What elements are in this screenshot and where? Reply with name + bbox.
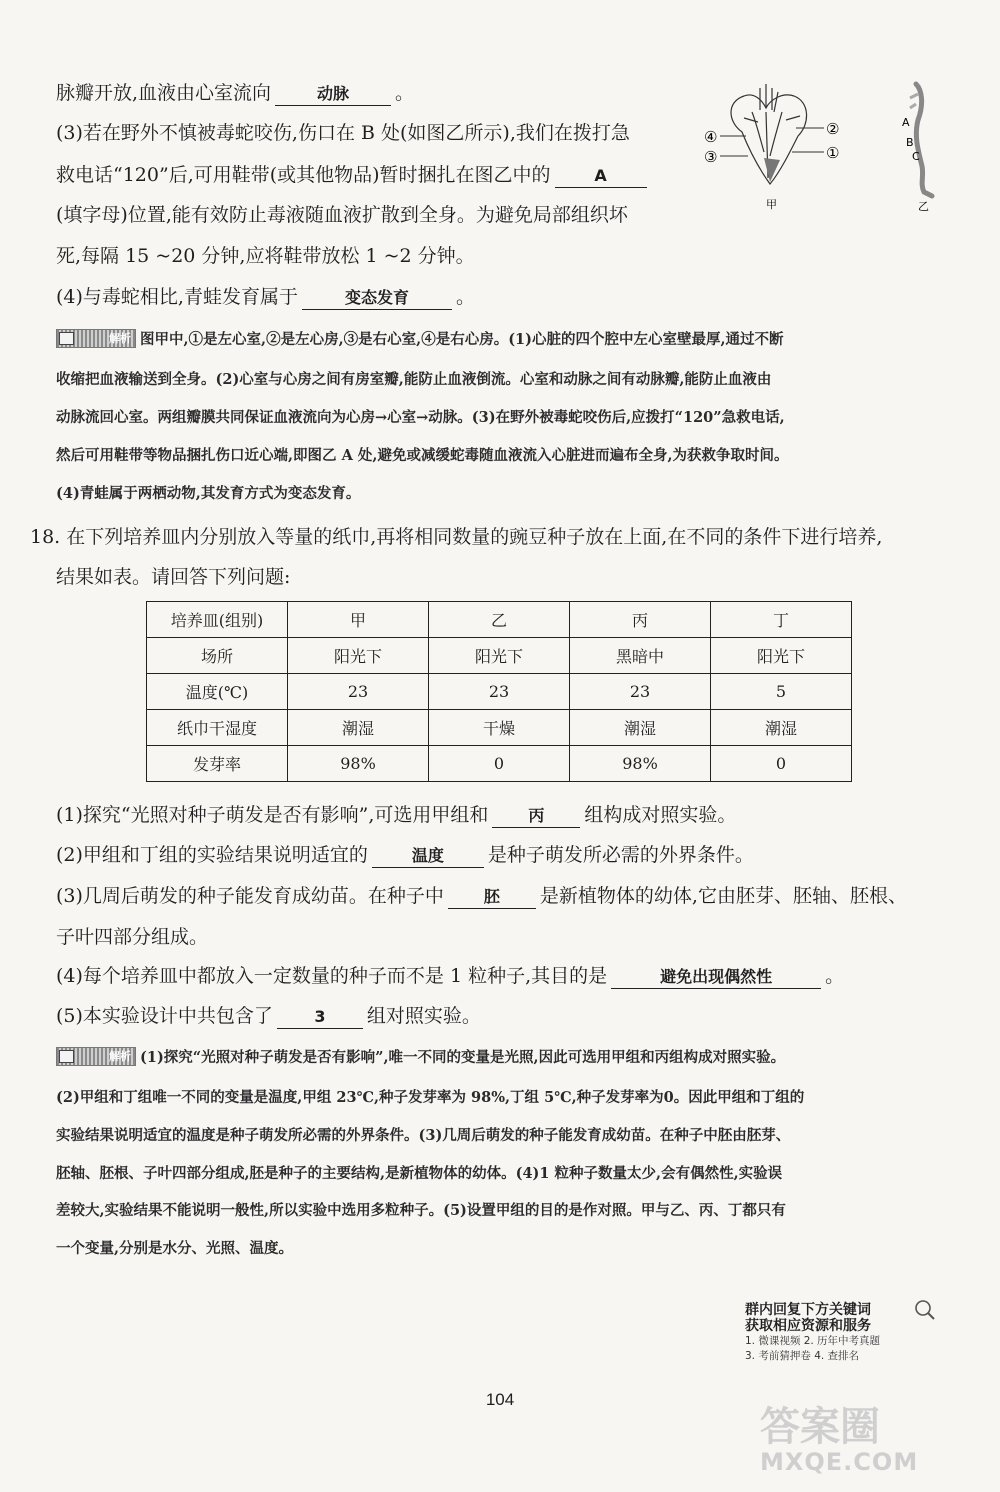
table-cell: 23 (429, 674, 570, 710)
q18-analysis-line-4: 胚轴、胚根、子叶四部分组成,胚是种子的主要结构,是新植物体的幼体。(4)1 粒种子数量太少,会有偶然性,实验误 (56, 1165, 783, 1182)
table-row (147, 746, 852, 782)
q18-stem-1: 18. 在下列培养皿内分别放入等量的纸巾,再将相同数量的豌豆种子放在上面,在不同的条件下进行培养, (30, 526, 883, 548)
q17-analysis-line-5: (4)青蛙属于两栖动物,其发育方式为变态发育。 (56, 485, 361, 502)
heart-figure-jia (700, 82, 870, 212)
q18-analysis-line-3: 实验结果说明适宜的温度是种子萌发所必需的外界条件。(3)几周后萌发的种子能发育成幼苗。在种子中胚由胚芽、 (56, 1127, 791, 1144)
table-row-header: 纸巾干湿度 (147, 710, 288, 746)
q18-analysis-line-5: 差较大,实验结果不能说明一般性,所以实验中选用多粒种子。(5)设置甲组的目的是作对照。甲与乙、丙、丁都只有 (56, 1202, 786, 1219)
answer-blank: A (555, 165, 647, 188)
germination-table (146, 601, 852, 782)
q18-sub-1: (1)探究“光照对种子萌发是否有影响”,可选用甲组和 丙 组构成对照实验。 (56, 804, 737, 826)
q18-analysis-line-6: 一个变量,分别是水分、光照、温度。 (56, 1240, 294, 1257)
q17-line-5: 死,每隔 15 ~20 分钟,应将鞋带放松 1 ~2 分钟。 (56, 245, 475, 267)
letter-a: A (902, 116, 910, 129)
table-row-header: 场所 (147, 638, 288, 674)
q18-sub-4: (4)每个培养皿中都放入一定数量的种子而不是 1 粒种子,其目的是 避免出现偶然性 。 (56, 965, 845, 987)
promo-items-2: 3. 考前猜押卷 4. 查排名 (745, 1350, 860, 1362)
table-cell: 0 (711, 746, 852, 782)
analysis-tag: 解析 (56, 329, 136, 348)
q17-line-2: (3)若在野外不慎被毒蛇咬伤,伤口在 B 处(如图乙所示),我们在拨打急 (56, 122, 630, 144)
q17-line-4: (填字母)位置,能有效防止毒液随血液扩散到全身。为避免局部组织坏 (56, 204, 628, 226)
table-cell: 阳光下 (711, 638, 852, 674)
table-row-header: 培养皿(组别) (147, 602, 288, 638)
table-cell: 干燥 (429, 710, 570, 746)
table-row-header: 温度(℃) (147, 674, 288, 710)
table-cell: 阳光下 (429, 638, 570, 674)
q18-analysis-line-2: (2)甲组和丁组唯一不同的变量是温度,甲组 23℃,种子发芽率为 98%,丁组 5℃,种子发芽率为0。因此甲组和丁组的 (56, 1089, 805, 1106)
answer-blank: 胚 (448, 886, 536, 909)
figure-label-jia: 甲 (766, 198, 777, 211)
q17-analysis-line-2: 收缩把血液输送到全身。(2)心室与心房之间有房室瓣,能防止血液倒流。心室和动脉之间有动脉瓣,能防止血液由 (56, 371, 772, 388)
table-cell: 丙 (570, 602, 711, 638)
q18-sub-3: (3)几周后萌发的种子能发育成幼苗。在种子中 胚 是新植物体的幼体,它由胚芽、胚轴、胚根、 (56, 885, 907, 907)
table-cell: 23 (570, 674, 711, 710)
table-cell: 黑暗中 (570, 638, 711, 674)
watermark-url: MXQE.COM (760, 1448, 919, 1476)
table-cell: 甲 (288, 602, 429, 638)
answer-blank: 动脉 (275, 83, 391, 106)
q17-line-3: 救电话“120”后,可用鞋带(或其他物品)暂时捆扎在图乙中的 A (56, 162, 651, 188)
page-number: 104 (485, 1390, 515, 1409)
letter-b: B (906, 136, 914, 149)
watermark-logo-text: 答案圈 (760, 1404, 880, 1450)
table-cell: 丁 (711, 602, 852, 638)
q18-analysis-line-1: 解析 (1)探究“光照对种子萌发是否有影响”,唯一不同的变量是光照,因此可选用甲组和丙组构成对照实验。 (56, 1048, 785, 1068)
answer-blank: 丙 (492, 805, 580, 828)
table-cell: 23 (288, 674, 429, 710)
table-row-header: 发芽率 (147, 746, 288, 782)
table-cell: 潮湿 (570, 710, 711, 746)
answer-blank: 避免出现偶然性 (611, 966, 821, 989)
table-cell: 潮湿 (288, 710, 429, 746)
q17-line-1: 脉瓣开放,血液由心室流向 动脉 。 (56, 82, 415, 104)
watermark (760, 1405, 918, 1475)
analysis-tag: 解析 (56, 1047, 136, 1066)
table-cell: 0 (429, 746, 570, 782)
promo-box (745, 1302, 933, 1362)
q18-stem-2: 结果如表。请回答下列问题: (56, 566, 291, 588)
leg-figure-yi (896, 80, 946, 215)
table-cell: 5 (711, 674, 852, 710)
answer-blank: 3 (277, 1006, 363, 1029)
marker-1: ① (826, 144, 840, 162)
q18-sub-2: (2)甲组和丁组的实验结果说明适宜的 温度 是种子萌发所必需的外界条件。 (56, 844, 754, 866)
table-cell: 98% (288, 746, 429, 782)
promo-title-2: 获取相应资源和服务 (745, 1318, 871, 1334)
table-row (147, 710, 852, 746)
table-cell: 乙 (429, 602, 570, 638)
marker-2: ② (826, 120, 840, 138)
table-cell: 潮湿 (711, 710, 852, 746)
table-row (147, 674, 852, 710)
table-cell: 98% (570, 746, 711, 782)
q17-analysis-line-3: 动脉流回心室。两组瓣膜共同保证血液流向为心房→心室→动脉。(3)在野外被毒蛇咬伤后,应拨打“120”急救电话, (56, 409, 785, 426)
promo-items-1: 1. 微课视频 2. 历年中考真题 (745, 1335, 881, 1347)
answer-blank: 温度 (372, 845, 484, 868)
table-row (147, 602, 852, 638)
table-row (147, 638, 852, 674)
letter-c: C (912, 150, 920, 163)
q17-analysis-line-1: 解析 图甲中,①是左心室,②是左心房,③是右心室,④是右心房。(1)心脏的四个腔中左心室壁最厚,通过不断 (56, 330, 784, 350)
marker-4: ④ (704, 128, 718, 146)
q17-analysis-line-4: 然后可用鞋带等物品捆扎伤口近心端,即图乙 A 处,避免或减缓蛇毒随血液流入心脏进而遍布全身,为获救争取时间。 (56, 447, 789, 464)
marker-3: ③ (704, 148, 718, 166)
promo-title-1: 群内回复下方关键词 (745, 1302, 871, 1318)
figure-label-yi: 乙 (918, 200, 929, 213)
q18-sub-5: (5)本实验设计中共包含了 3 组对照实验。 (56, 1005, 481, 1027)
table-cell: 阳光下 (288, 638, 429, 674)
answer-blank: 变态发育 (302, 287, 452, 310)
magnifier-icon (913, 1298, 937, 1322)
q18-sub-3-cont: 子叶四部分组成。 (56, 926, 209, 948)
q17-line-6: (4)与毒蛇相比,青蛙发育属于 变态发育 。 (56, 286, 475, 308)
